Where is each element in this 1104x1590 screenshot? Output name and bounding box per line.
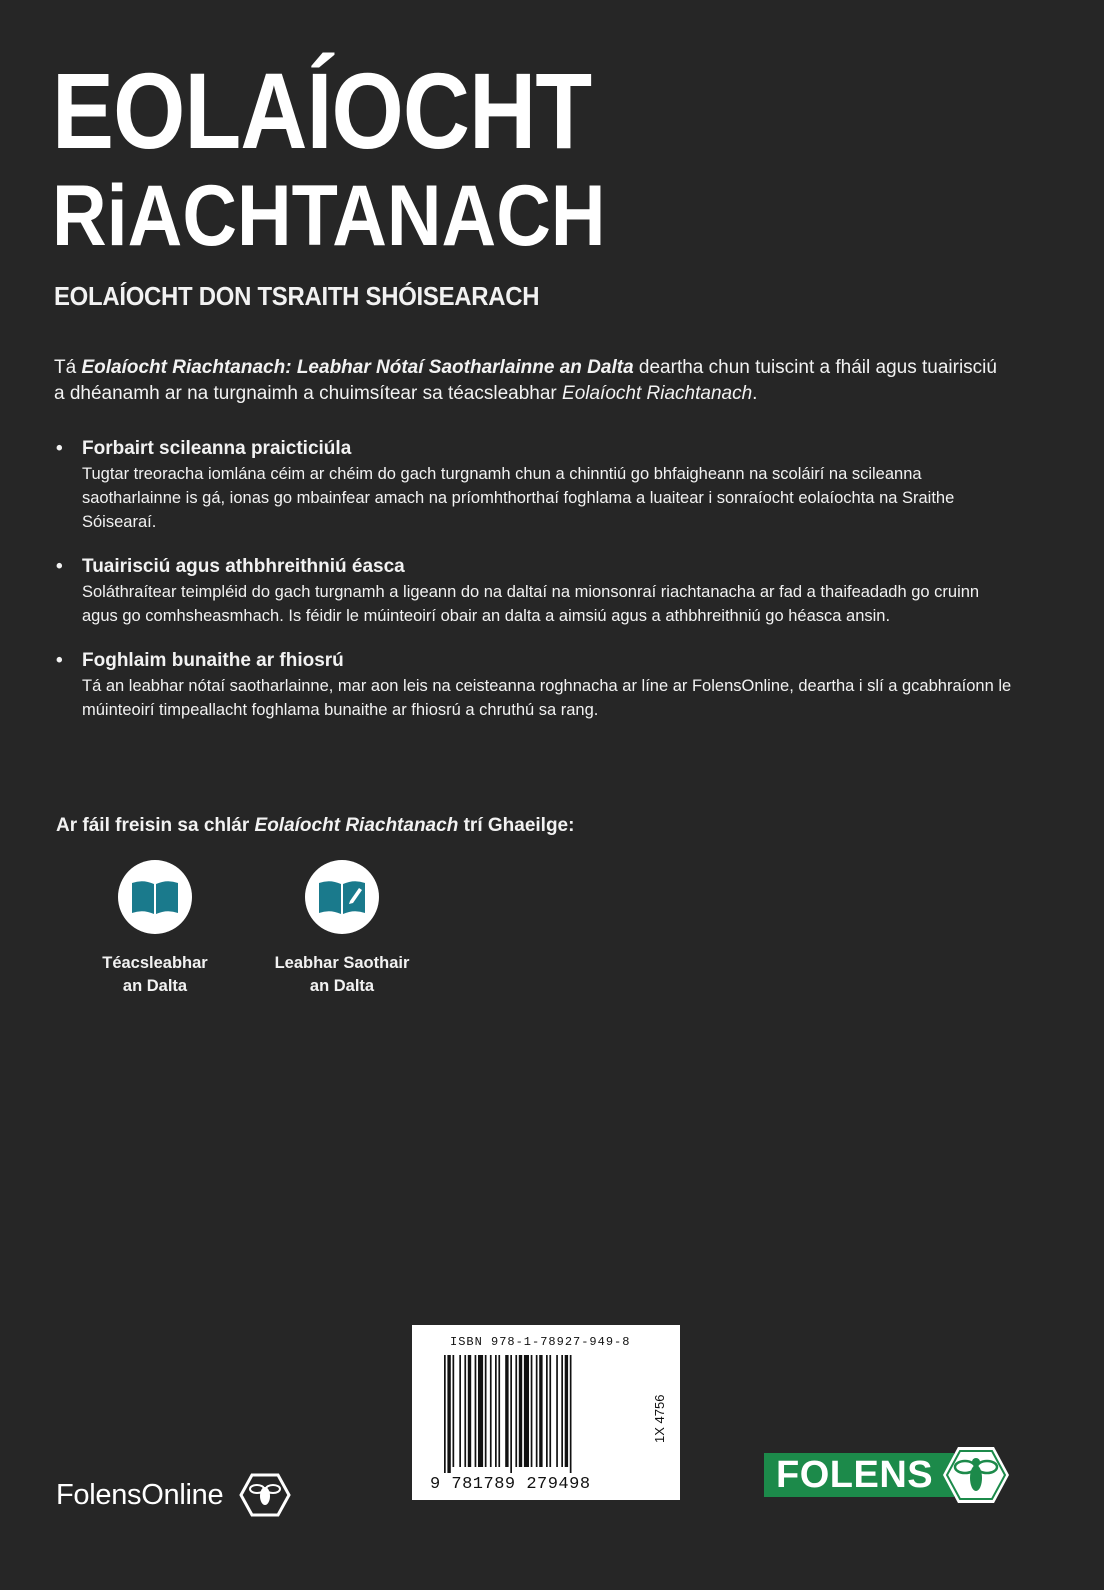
barcode-bar xyxy=(561,1355,563,1467)
product-code: 1X 4756 xyxy=(652,1394,667,1443)
barcode-bar xyxy=(546,1355,548,1467)
workbook-pencil-icon xyxy=(305,860,379,934)
barcode-bar xyxy=(464,1355,466,1467)
isbn-number: 9 781789 279498 xyxy=(430,1475,591,1494)
product-label-line2: an Dalta xyxy=(309,977,375,995)
isbn-barcode xyxy=(412,1325,680,1500)
barcode-bar xyxy=(549,1355,551,1467)
barcode-bar xyxy=(447,1355,450,1473)
title-line-2: RiACHTANACH xyxy=(52,168,606,264)
barcode-bar xyxy=(570,1355,572,1473)
barcode-bar xyxy=(498,1355,500,1467)
barcode-bar xyxy=(556,1355,558,1467)
barcode-bar xyxy=(505,1355,508,1467)
bullet-dot: • xyxy=(56,556,63,577)
feature-item xyxy=(54,555,1014,628)
barcode-bar xyxy=(495,1355,497,1467)
barcode-bar xyxy=(459,1355,461,1467)
also-available-heading: Ar fáil freisin sa chlár Eolaíocht Riachtanach trí Ghaeilge: xyxy=(56,815,575,836)
bee-hexagon-icon xyxy=(239,1472,291,1518)
barcode-bar xyxy=(490,1355,492,1467)
feature-heading: Foghlaim bunaithe ar fhiosrú xyxy=(82,650,344,671)
product-workbook xyxy=(262,860,422,998)
barcode-bar xyxy=(565,1355,568,1467)
feature-body: Soláthraítear teimpléid do gach turgnamh a ligeann do na daltaí na mionsonraí riachtanacha ar fad a thaifeadadh go cruinn agus go comhsheasmhach. Is féidir le múinteoirí obair an dalta a aimsiú agus a athbhreithniú go héasca ansin. xyxy=(82,583,980,625)
folensonline-wordmark: FolensOnline xyxy=(56,1478,224,1511)
barcode-bar xyxy=(539,1355,542,1467)
product-label-line1: Téacsleabhar xyxy=(102,954,208,972)
subtitle: EOLAÍOCHT DON TSRAITH SHÓISEARACH xyxy=(54,281,540,311)
feature-heading: Forbairt scileanna praicticiúla xyxy=(82,438,352,459)
barcode-bar xyxy=(510,1355,512,1473)
folens-logo xyxy=(764,1444,1012,1506)
feature-body: Tugtar treoracha iomlána céim ar chéim do gach turgnamh chun a chinntiú go bhfaigheann na scoláirí na scileanna saotharlainne is gá, ionas go mbainfear amach na príomhthorthaí foghlama a luaitear i sonraíocht eolaíochta na Sraithe Sóisearaí. xyxy=(82,465,955,531)
barcode-bar xyxy=(531,1355,533,1467)
barcode-bars xyxy=(444,1355,624,1473)
bullet-dot: • xyxy=(56,438,63,459)
barcode-bar xyxy=(468,1355,471,1467)
folensonline-logo xyxy=(56,1472,291,1518)
product-textbook xyxy=(75,860,235,998)
barcode-bar xyxy=(453,1355,455,1467)
barcode-bar xyxy=(515,1355,517,1467)
feature-body: Tá an leabhar nótaí saotharlainne, mar aon leis na ceisteanna roghnacha ar líne ar FolensOnline, deartha i slí a gcabhraíonn le múinteoirí timpeallacht foghlama bunaithe ar fhiosrú a chruthú sa rang. xyxy=(82,677,1012,719)
product-label-line1: Leabhar Saothair xyxy=(274,954,410,972)
barcode-bar xyxy=(524,1355,529,1467)
feature-heading: Tuairisciú agus athbhreithniú éasca xyxy=(82,556,405,577)
barcode-bar xyxy=(485,1355,487,1467)
barcode-bar xyxy=(478,1355,483,1467)
feature-item xyxy=(54,437,1014,534)
barcode-bar xyxy=(475,1355,477,1467)
isbn-label: ISBN 978-1-78927-949-8 xyxy=(450,1335,631,1349)
product-label-line2: an Dalta xyxy=(122,977,188,995)
feature-list xyxy=(54,437,1014,743)
barcode-bar xyxy=(519,1355,522,1467)
bullet-dot: • xyxy=(56,650,63,671)
feature-item xyxy=(54,649,1014,722)
barcode-bar xyxy=(536,1355,538,1467)
barcode-bar xyxy=(444,1355,446,1473)
folens-bee-icon xyxy=(940,1444,1012,1506)
folens-wordmark: FOLENS xyxy=(776,1453,934,1496)
title-line-1: EOLAÍOCHT xyxy=(52,50,592,171)
open-book-icon xyxy=(118,860,192,934)
intro-paragraph: Tá Eolaíocht Riachtanach: Leabhar Nótaí Saotharlainne an Dalta deartha chun tuiscint a fháil agus tuairisciú a dhéanamh ar na turgnaimh a chuimsítear sa téacsleabhar Eolaíocht Riachtanach. xyxy=(54,357,997,404)
